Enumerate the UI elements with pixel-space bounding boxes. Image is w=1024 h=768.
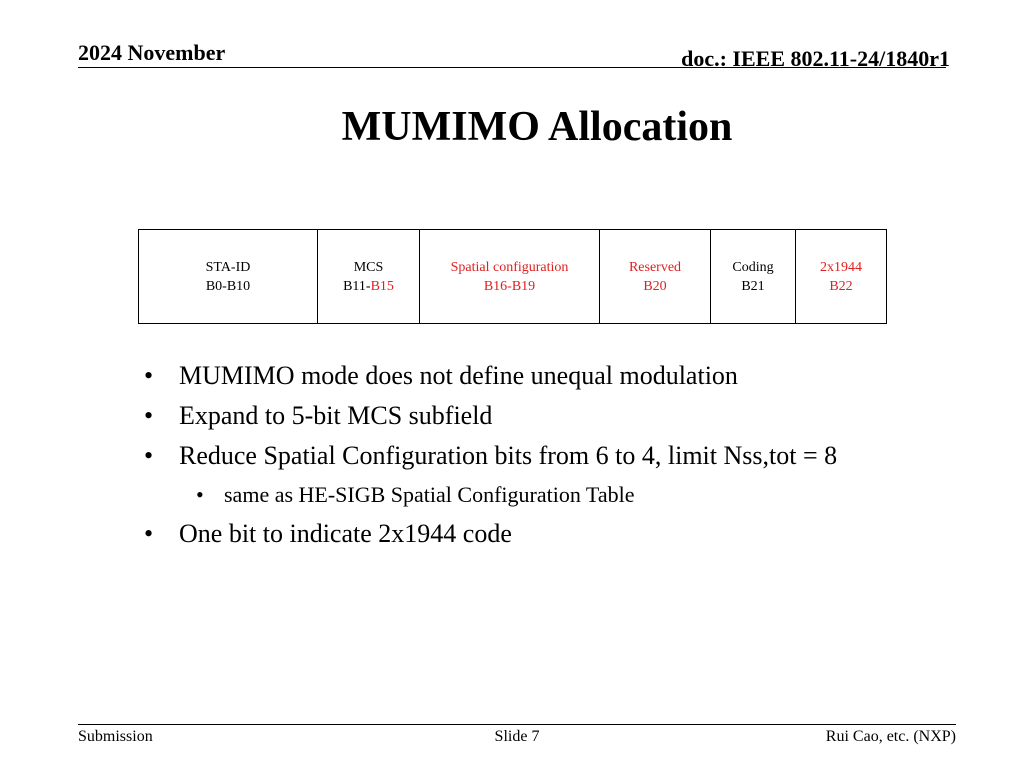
header-date: 2024 November: [78, 40, 226, 65]
bullet-icon: •: [196, 482, 204, 507]
cell-bits: B16-B19: [483, 278, 536, 294]
cell-label: STA-ID: [205, 259, 251, 275]
bullet-icon: •: [144, 519, 154, 548]
bullet-icon: •: [144, 441, 154, 470]
cell-mcs: [318, 230, 420, 324]
cell-label: MCS: [353, 259, 384, 275]
list-item: [144, 514, 1004, 554]
cell-bits: B0-B10: [205, 278, 251, 294]
footer-divider: [78, 724, 956, 725]
cell-label: Reserved: [628, 259, 682, 275]
table-row: [139, 230, 887, 324]
bullet-text: Expand to 5-bit MCS subfield: [179, 401, 493, 430]
footer-submission: Submission: [78, 728, 153, 745]
bullet-text: One bit to indicate 2x1944 code: [179, 519, 512, 548]
cell-2x1944: [796, 230, 887, 324]
sub-list-item: [144, 476, 1004, 514]
header-divider: [78, 67, 946, 68]
cell-bits-highlight: B15: [370, 278, 394, 294]
footer-author: Rui Cao, etc. (NXP): [825, 728, 956, 745]
bullet-icon: •: [144, 361, 154, 390]
cell-coding: [711, 230, 796, 324]
list-item: [144, 356, 1004, 396]
slide-title: MUMIMO Allocation: [341, 104, 733, 150]
footer-slide-number: Slide 7: [494, 728, 540, 745]
cell-spatial-configuration: [420, 230, 600, 324]
cell-label: Spatial configuration: [450, 259, 569, 275]
cell-sta-id: [139, 230, 318, 324]
cell-reserved: [600, 230, 711, 324]
cell-bits: B20: [643, 278, 667, 294]
bullet-text: MUMIMO mode does not define unequal modulation: [179, 361, 738, 390]
cell-bits: B21: [741, 278, 765, 294]
header-doc-id: doc.: IEEE 802.11-24/1840r1: [681, 46, 950, 71]
list-item: [144, 396, 1004, 436]
cell-bits: B11-: [343, 278, 371, 294]
cell-bits: B22: [829, 278, 853, 294]
cell-label: 2x1944: [820, 259, 862, 275]
field-allocation-table: [138, 229, 887, 324]
bullet-text: same as HE-SIGB Spatial Configuration Table: [224, 482, 635, 507]
bullet-list: [144, 356, 1004, 554]
bullet-icon: •: [144, 401, 154, 430]
list-item: [144, 436, 1004, 476]
bullet-text: Reduce Spatial Configuration bits from 6 to 4, limit Nss,tot = 8: [179, 441, 838, 470]
cell-label: Coding: [732, 259, 774, 275]
